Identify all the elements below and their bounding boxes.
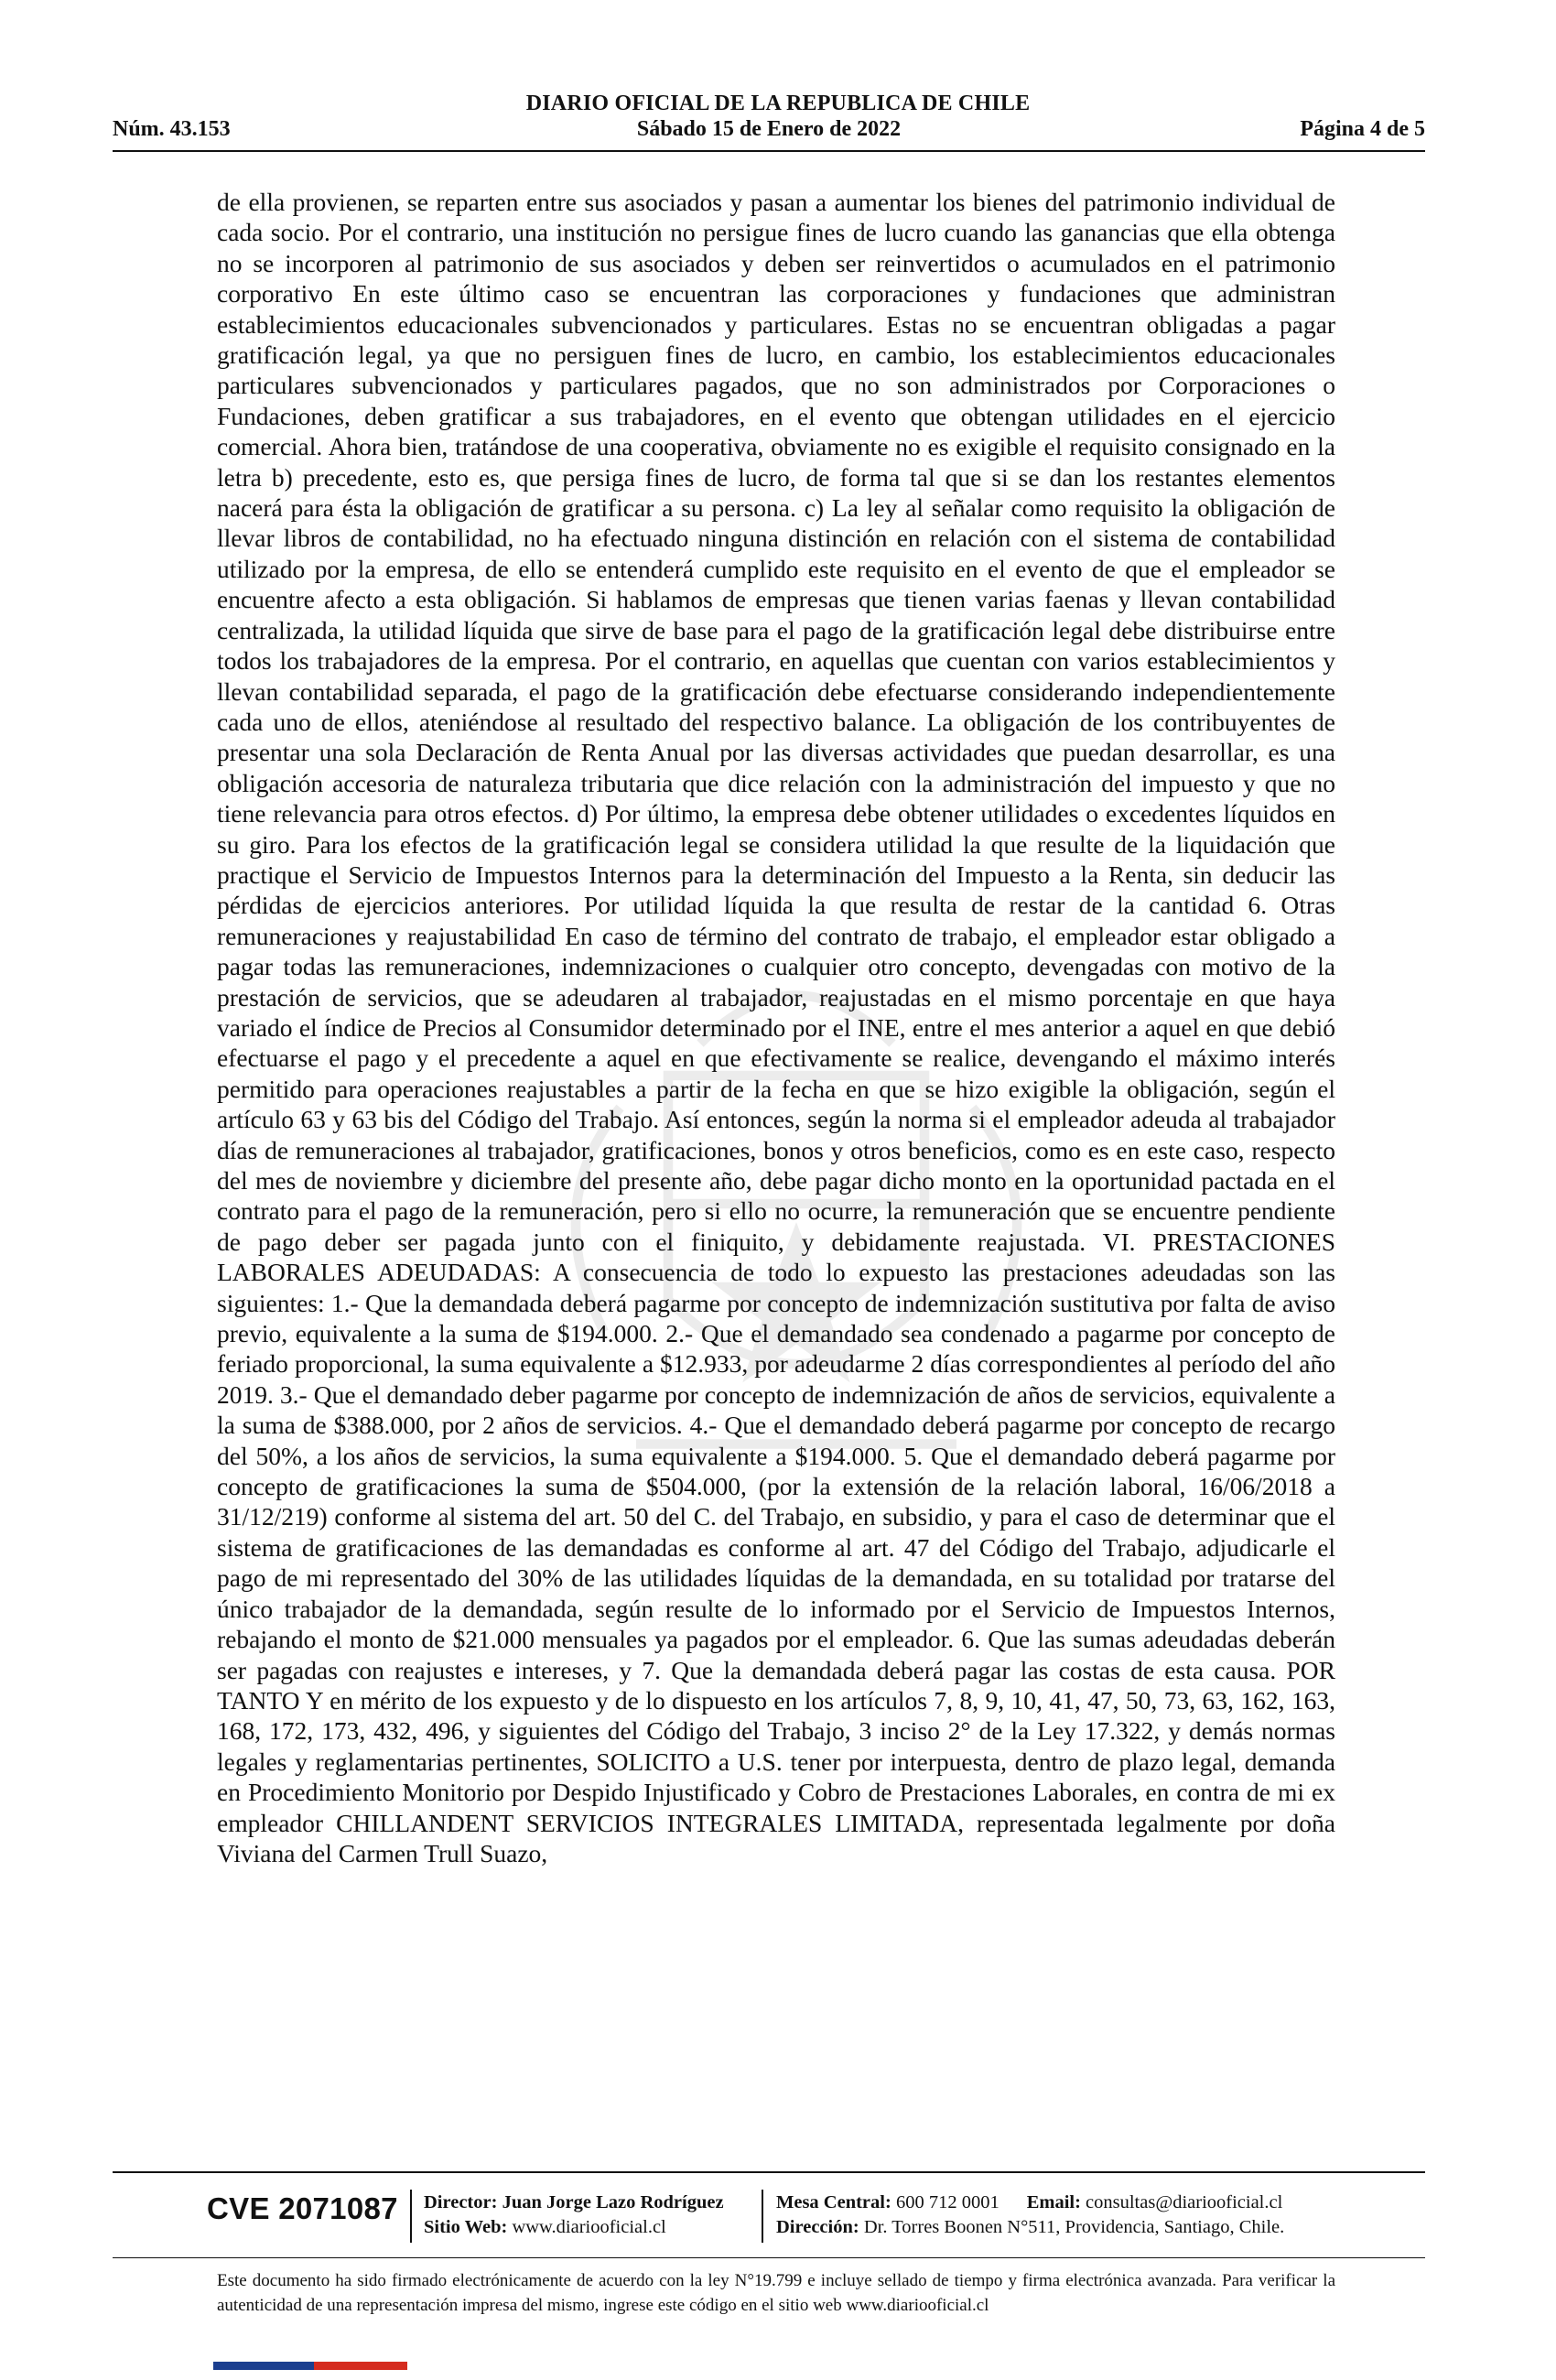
flag-stripe-blue	[213, 2362, 314, 2370]
page-number: Página 4 de 5	[1300, 117, 1425, 141]
website-link[interactable]: www.diariooficial.cl	[512, 2217, 666, 2237]
phone-number: 600 712 0001	[895, 2192, 1000, 2212]
footer-director-block	[424, 2191, 724, 2240]
director-label: Director:	[424, 2192, 498, 2212]
issue-date: Sábado 15 de Enero de 2022	[636, 117, 902, 141]
legal-notice: Este documento ha sido firmado electrónicamente de acuerdo con la ley N°19.799 e incluye sellado de tiempo y firma electrónica avanzada. Para verificar la autenticidad de una representación impresa del mismo, ingrese este código en el sitio web www.diariooficial.cl	[217, 2271, 1335, 2315]
address-label: Dirección:	[776, 2217, 859, 2237]
document-body-text: de ella provienen, se reparten entre sus asociados y pasan a aumentar los bienes del patrimonio individual de cada socio. Por el contrario, una institución no persigue fines de lucro cuando las ganancias que ella obtenga no se incorporen al patrimonio de sus asociados y deben ser reinvertidos o acumulados en el patrimonio corporativo En este último caso se encuentran las corporaciones y fundaciones que administran establecimientos educacionales subvencionados y particulares. Estas no se encuentran obligadas a pagar gratificación legal, ya que no persiguen fines de lucro, en cambio, los establecimientos educacionales particulares subvencionados y particulares pagados, que no son administrados por Corporaciones o Fundaciones, deben gratificar a sus trabajadores, en el evento que obtengan utilidades en el ejercicio comercial. Ahora bien, tratándose de una cooperativa, obviamente no es exigible el requisito consignado en la letra b) precedente, esto es, que persiga fines de lucro, de forma tal que si se dan los restantes elementos nacerá para ésta la obligación de gratificar a su persona. c) La ley al señalar como requisito la obligación de llevar libros de contabilidad, no ha efectuado ninguna distinción en relación con el sistema de contabilidad utilizado por la empresa, de ello se entenderá cumplido este requisito en el evento de que el empleador se encuentre afecto a esta obligación. Si hablamos de empresas que tienen varias faenas y llevan contabilidad centralizada, la utilidad líquida que sirve de base para el pago de la gratificación legal debe distribuirse entre todos los trabajadores de la empresa. Por el contrario, en aquellas que cuentan con varios establecimientos y llevan contabilidad separada, el pago de la gratificación debe efectuarse considerando independientemente cada uno de ellos, ateniéndose al resultado del respectivo balance. La obligación de los contribuyentes de presentar una sola Declaración de Renta Anual por las diversas actividades que puedan desarrollar, es una obligación accesoria de naturaleza tributaria que dice relación con la administración del impuesto y que no tiene relevancia para otros efectos. d) Por último, la empresa debe obtener utilidades o excedentes líquidos en su giro. Para los efectos de la gratificación legal se considera utilidad la que resulte de la liquidación que practique el Servicio de Impuestos Internos para la determinación del Impuesto a la Renta, sin deducir las pérdidas de ejercicios anteriores. Por utilidad líquida la que resulta de restar de la cantidad 6. Otras remuneraciones y reajustabilidad En caso de término del contrato de trabajo, el empleador estar obligado a pagar todas las remuneraciones, indemnizaciones o cualquier otro concepto, devengadas con motivo de la prestación de servicios, que se adeudaren al trabajador, reajustadas en el mismo porcentaje en que haya variado el índice de Precios al Consumidor determinado por el INE, entre el mes anterior a aquel en que debió efectuarse el pago y el precedente a aquel en que efectivamente se realice, devengando el máximo interés permitido para operaciones reajustables a partir de la fecha en que se hizo exigible la obligación, según el artículo 63 y 63 bis del Código del Trabajo. Así entonces, según la norma si el empleador adeuda al trabajador días de remuneraciones al trabajador, gratificaciones, bonos y otros beneficios, como es en este caso, respecto del mes de noviembre y diciembre del presente año, debe pagar dicho monto en la oportunidad pactada en el contrato para el pago de la remuneración, pero si ello no ocurre, la remuneración que se encuentre pendiente de pago deber ser pagada junto con el finiquito, y debidamente reajustada. VI. PRESTACIONES LABORALES ADEUDADAS: A consecuencia de todo lo expuesto las prestaciones adeudadas son las siguientes: 1.- Que la demandada deberá pagarme por concepto de indemnización sustitutiva por falta de aviso previo, equivalente a la suma de $194.000. 2.- Que el demandado sea condenado a pagarme por concepto de feriado proporcional, la suma equivalente a $12.933, por adeudarme 2 días correspondientes al período del año 2019. 3.- Que el demandado deber pagarme por concepto de indemnización de años de servicios, equivalente a la suma de $388.000, por 2 años de servicios. 4.- Que el demandado deberá pagarme por concepto de recargo del 50%, a los años de servicios, la suma equivalente a $194.000. 5. Que el demandado deberá pagarme por concepto de gratificaciones la suma de $504.000, (por la extensión de la relación laboral, 16/06/2018 a 31/12/219) conforme al sistema del art. 50 del C. del Trabajo, en subsidio, y para el caso de determinar que el sistema de gratificaciones de las demandadas es conforme al art. 47 del Código del Trabajo, adjudicarle el pago de mi representado del 30% de las utilidades líquidas de la demandada, en su totalidad por tratarse del único trabajador de la demandada, según resulte de lo informado por el Servicio de Impuestos Internos, rebajando el monto de $21.000 mensuales ya pagados por el empleador. 6. Que las sumas adeudadas deberán ser pagadas con reajustes e intereses, y 7. Que la demandada deberá pagar las costas de esta causa. POR TANTO Y en mérito de los expuesto y de lo dispuesto en los artículos 7, 8, 9, 10, 41, 47, 50, 73, 63, 162, 163, 168, 172, 173, 432, 496, y siguientes del Código del Trabajo, 3 inciso 2° de la Ley 17.322, y demás normas legales y reglamentarias pertinentes, SOLICITO a U.S. tener por interpuesta, dentro de plazo legal, demanda en Procedimiento Monitorio por Despido Injustificado y Cobro de Prestaciones Laborales, en contra de mi ex empleador CHILLANDENT SERVICIOS INTEGRALES LIMITADA, representada legalmente por doña Viviana del Carmen Trull Suazo,	[217, 188, 1335, 1867]
issue-number: Núm. 43.153	[113, 117, 231, 141]
address-text: Dr. Torres Boonen N°511, Providencia, Santiago, Chile.	[863, 2217, 1285, 2237]
email-link[interactable]: consultas@diariooficial.cl	[1086, 2192, 1283, 2212]
email-label: Email:	[1026, 2192, 1081, 2212]
phone-label: Mesa Central:	[776, 2192, 891, 2212]
website-label: Sitio Web:	[424, 2217, 508, 2237]
footer-separator	[762, 2190, 763, 2243]
footer-divider	[113, 2171, 1425, 2173]
footer-contact-block	[776, 2191, 1284, 2240]
publication-title: DIARIO OFICIAL DE LA REPUBLICA DE CHILE	[525, 92, 1031, 115]
cve-code: CVE 2071087	[207, 2191, 398, 2225]
director-name: Juan Jorge Lazo Rodríguez	[502, 2192, 724, 2212]
header-divider	[113, 150, 1425, 152]
header-row	[113, 117, 1425, 146]
footer-separator	[410, 2190, 412, 2243]
footer-divider-thin	[113, 2257, 1425, 2258]
flag-stripe-red	[314, 2362, 407, 2370]
